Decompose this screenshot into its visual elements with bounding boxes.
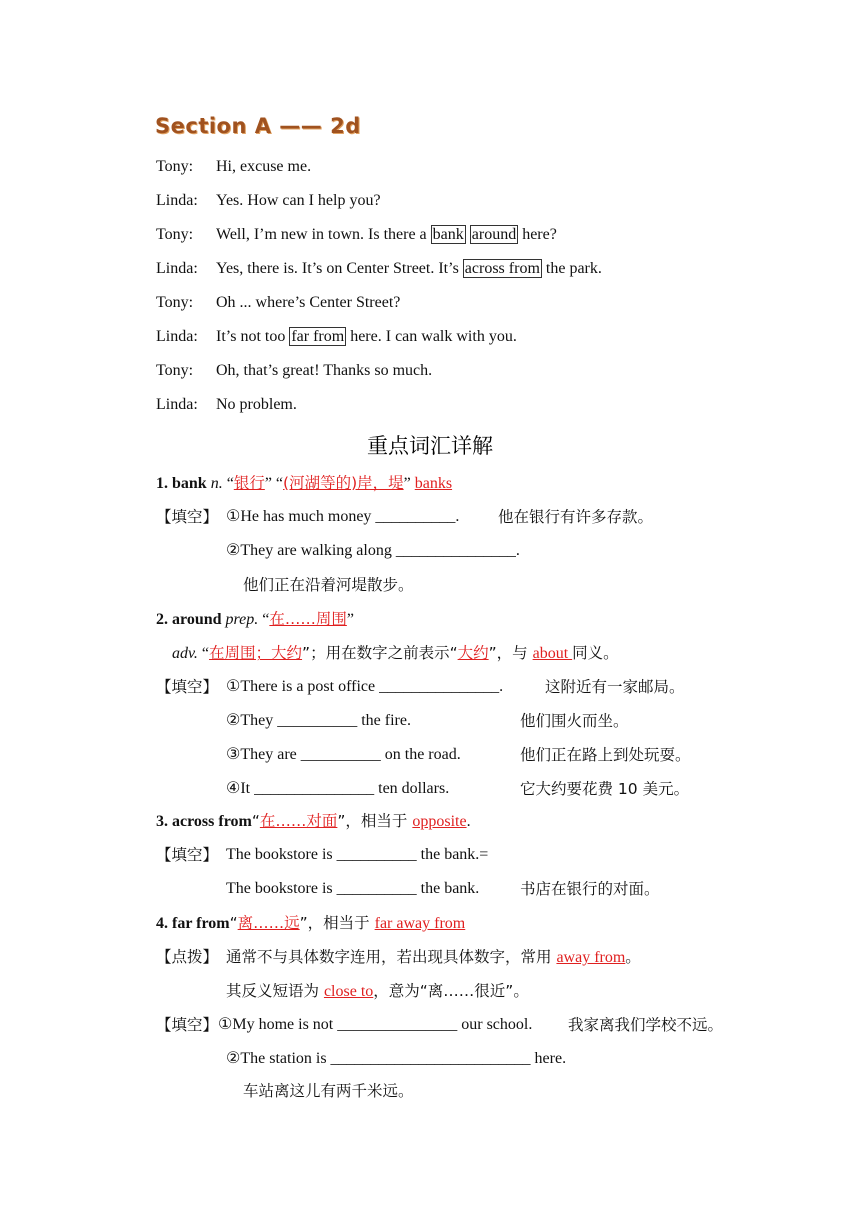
text: “ [258,611,270,628]
speaker: Linda: [156,260,198,277]
chinese-translation: 他在银行有许多存款。 [498,508,654,526]
text: here. I can walk with you. [346,328,517,345]
text: 通常不与具体数字连用，若出现具体数字，常用 [226,948,557,966]
text: ”，相当于 [299,914,375,932]
text: It’s not too [216,328,290,345]
dialogue-line [216,225,557,245]
speaker: Tony: [156,158,194,175]
text: Well, I’m new in town. Is there a [216,226,431,243]
dialogue-line [216,259,602,279]
synonym: far away from [374,915,466,932]
exercise-sentence: The bookstore is __________ the bank. [226,880,480,897]
section-title: Section A —— 2d [155,114,361,138]
text: Hi, excuse me. [216,158,312,175]
tip-tag: 【点拨】 [156,948,219,966]
word-head: 3. across from [156,813,252,830]
chinese-translation: 车站离这儿有两千米远。 [243,1082,414,1100]
text: “ [229,914,238,932]
text: Oh ... where’s Center Street? [216,294,401,311]
antonym: close to [323,983,374,1000]
dialogue-line [216,395,297,415]
text: ”，相当于 [337,812,413,830]
word-head: 4. far from [156,915,230,932]
chinese-translation: 这附近有一家邮局。 [545,678,685,696]
part-of-speech: adv. [172,645,198,662]
meaning: 离……远 [237,914,300,932]
chinese-translation: 他们正在路上到处玩耍。 [520,746,691,764]
part-of-speech: n. [210,475,223,492]
meaning: 在周围；大约 [209,644,303,662]
boxed-word: far from [291,328,345,345]
text: No problem. [216,396,297,413]
text: Yes, there is. It’s on Center Street. It’s [216,260,463,277]
speaker: Tony: [156,226,194,243]
exercise-sentence: ①My home is not _______________ our school. [218,1016,533,1033]
exercise-sentence: ②They are walking along _______________. [226,542,520,559]
text: 其反义短语为 [226,982,324,1000]
chinese-translation: 它大约要花费 10 美元。 [520,780,690,798]
word-head: 2. around [156,611,222,628]
dialogue-line [216,361,432,381]
word-around-definition [156,609,354,630]
chinese-translation: 书店在银行的对面。 [520,880,660,898]
speaker: Tony: [156,362,194,379]
text: . [466,813,471,830]
word-across-from-definition [156,811,471,832]
text: ”；用在数字之前表示“ [302,644,458,662]
plural-form: banks [414,475,453,492]
text: Oh, that’s great! Thanks so much. [216,362,433,379]
speaker: Linda: [156,328,198,345]
text: here? [518,226,557,243]
word-around-adv [172,643,619,664]
text: ”，与 [488,644,533,662]
text: Yes. How can I help you? [216,192,381,209]
word-bank-definition [156,473,452,494]
exercise-tag: 【填空】 [156,846,219,864]
exercise-sentence: ①There is a post office _______________. [226,678,504,695]
exercise-sentence: ②The station is _________________________ here. [226,1050,567,1067]
synonym: opposite [412,813,467,830]
text: 同义。 [572,644,619,662]
chinese-translation: 我家离我们学校不远。 [568,1016,724,1034]
speaker: Linda: [156,192,198,209]
word-far-from-definition [156,913,465,934]
exercise-sentence: ③They are __________ on the road. [226,746,461,763]
word-head: 1. bank [156,475,207,492]
speaker: Tony: [156,294,194,311]
exercise-sentence: ①He has much money __________. [226,508,460,525]
text: “ [251,812,260,830]
exercise-sentence: ④It _______________ ten dollars. [226,780,450,797]
boxed-word: across from [464,260,540,277]
phrase: away from [556,949,626,966]
text: ” [346,611,354,628]
dialogue-line [216,191,381,211]
meaning: (河湖等的)岸，堤 [283,474,404,492]
synonym: about [532,645,573,662]
chinese-translation: 他们正在沿着河堤散步。 [243,576,414,594]
meaning: 在……周围 [269,610,347,628]
meaning: 银行 [233,474,265,492]
exercise-tag: 【填空】 [156,508,219,526]
text: “ [222,475,234,492]
chinese-translation: 他们围火而坐。 [520,712,629,730]
text: ” [403,475,415,492]
vocab-heading: 重点词汇详解 [367,434,493,458]
meaning: 大约 [457,644,489,662]
tip-text [226,981,529,1002]
dialogue-line [216,157,311,177]
boxed-word: around [471,226,517,243]
tip-text [226,947,641,968]
exercise-tag: 【填空】 [156,678,219,696]
part-of-speech: prep. [225,611,259,628]
dialogue-line [216,293,400,313]
text: ” “ [264,475,284,492]
speaker: Linda: [156,396,198,413]
text: 。 [625,948,641,966]
text: “ [197,645,210,662]
text: ，意为“离……很近”。 [373,982,529,1000]
exercise-sentence: ②They __________ the fire. [226,712,411,729]
text: the park. [541,260,602,277]
boxed-word: bank [432,226,464,243]
exercise-sentence: The bookstore is __________ the bank.= [226,846,489,863]
exercise-tag: 【填空】 [156,1016,219,1034]
dialogue-line [216,327,517,347]
meaning: 在……对面 [259,812,338,830]
